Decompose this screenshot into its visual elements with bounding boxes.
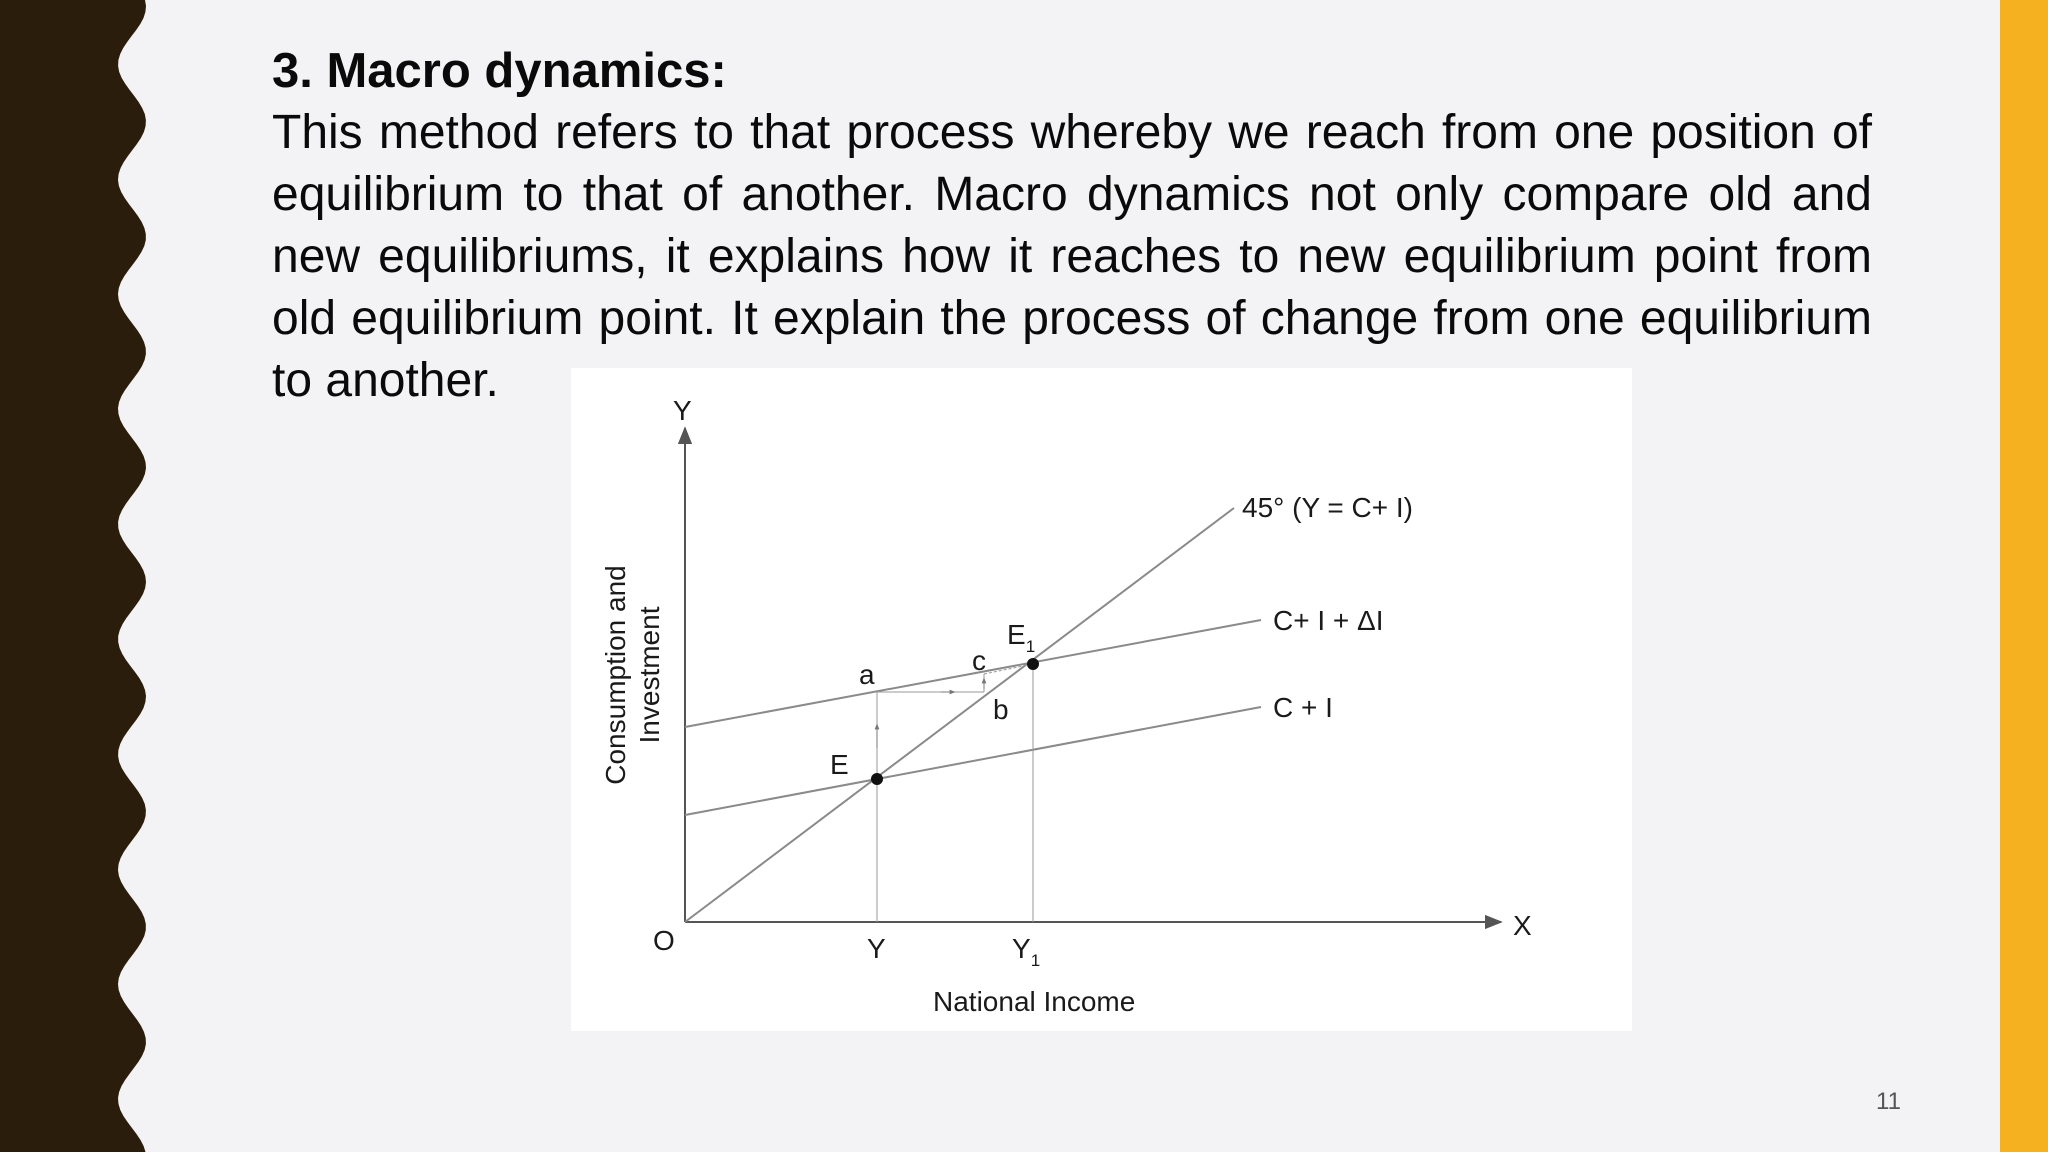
label-point-e1: $E_1$ xyxy=(1007,619,1036,656)
page-number: 11 xyxy=(1876,1088,1901,1115)
decorative-wavy-band xyxy=(0,0,160,1152)
point-e1 xyxy=(1027,658,1039,670)
label-point-c: c xyxy=(972,645,986,676)
x-axis-title: National Income xyxy=(933,986,1136,1017)
x-axis-label: X xyxy=(1513,910,1532,941)
y-axis-title-line2: Investment xyxy=(634,606,665,744)
line-c-plus-i xyxy=(685,707,1261,815)
point-e xyxy=(871,773,883,785)
y-axis-title xyxy=(600,565,665,784)
slide-body-text: This method refers to that process whereby we reach from one position of equilibrium to that of another. Macro dynamics not only compare old and new equilibriums, it explains how it reaches to new equilibrium point from old equilibrium point. It explain the process of change from one equilibrium to another. xyxy=(272,106,1872,407)
y-axis-title-line1: Consumption and xyxy=(600,565,631,785)
path-c-to-e1 xyxy=(984,664,1033,674)
slide-heading: 3. Macro dynamics: xyxy=(272,44,727,98)
label-point-a: a xyxy=(859,659,875,690)
accent-bar xyxy=(2000,0,2048,1152)
label-point-e: E xyxy=(830,749,849,780)
tick-label-y: Y xyxy=(867,933,886,964)
label-c-i-delta-i: C+ I + ΔI xyxy=(1273,605,1384,636)
label-45-degree-line: 45° (Y = C+ I) xyxy=(1242,492,1413,523)
label-c-i: C + I xyxy=(1273,692,1333,723)
line-45-degree xyxy=(685,508,1234,922)
origin-label: O xyxy=(653,925,675,956)
label-point-b: b xyxy=(993,694,1009,725)
tick-label-y1: $Y_1$ xyxy=(1012,933,1041,970)
macro-dynamics-diagram xyxy=(571,368,1632,1031)
y-axis-label: Y xyxy=(673,395,692,426)
